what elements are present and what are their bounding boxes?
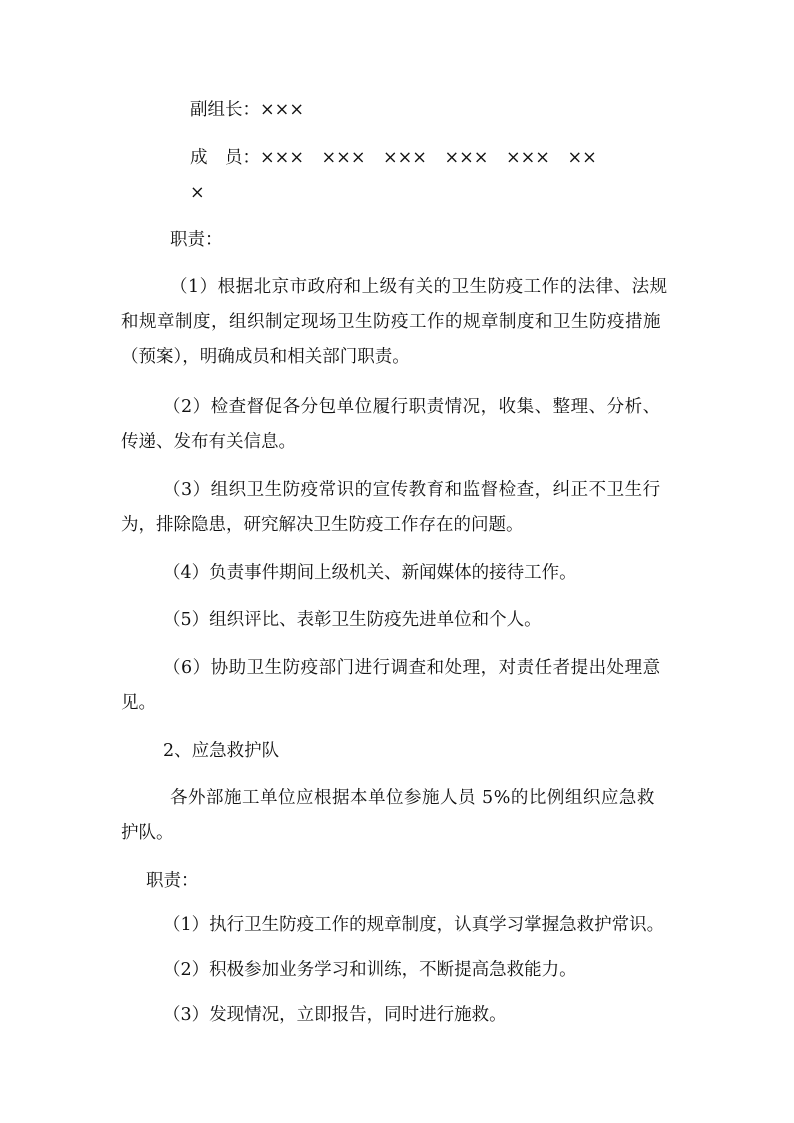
duty-2-line-1: （2）检查督促各分包单位履行职责情况，收集、整理、分析、 xyxy=(163,397,661,417)
team-duty-1-line: （1）执行卫生防疫工作的规章制度，认真学习掌握急救护常识。 xyxy=(163,915,665,935)
team-para-line-1: 各外部施工单位应根据本单位参施人员 5%的比例组织应急救 xyxy=(170,788,655,808)
duty-3-line-2: 为，排除隐患，研究解决卫生防疫工作存在的问题。 xyxy=(121,515,524,535)
duty-1-line-1: （1）根据北京市政府和上级有关的卫生防疫工作的法律、法规 xyxy=(170,277,668,297)
section-heading-emergency-team: 2、应急救护队 xyxy=(163,741,280,761)
duty-6-line-2: 见。 xyxy=(121,693,156,713)
duty-1-line-3: （预案），明确成员和相关部门职责。 xyxy=(121,347,410,367)
duties-heading-1: 职责： xyxy=(170,230,223,250)
duty-2-line-2: 传递、发布有关信息。 xyxy=(121,432,296,452)
duty-6-line-1: （6）协助卫生防疫部门进行调查和处理，对责任者提出处理意 xyxy=(163,658,661,678)
duties-heading-2: 职责： xyxy=(146,871,199,891)
deputy-leader-line: 副组长：××× xyxy=(190,100,304,120)
team-para-line-2: 护队。 xyxy=(121,823,174,843)
members-line: 成 员：××× ××× ××× ××× ××× ×× xyxy=(190,148,597,168)
duty-5-line: （5）组织评比、表彰卫生防疫先进单位和个人。 xyxy=(163,610,542,630)
duty-3-line-1: （3）组织卫生防疫常识的宣传教育和监督检查，纠正不卫生行 xyxy=(163,480,661,500)
team-duty-3-line: （3）发现情况，立即报告，同时进行施救。 xyxy=(163,1005,507,1025)
duty-1-line-2: 和规章制度，组织制定现场卫生防疫工作的规章制度和卫生防疫措施 xyxy=(121,312,661,332)
team-duty-2-line: （2）积极参加业务学习和训练，不断提高急救能力。 xyxy=(163,960,577,980)
duty-4-line: （4）负责事件期间上级机关、新闻媒体的接待工作。 xyxy=(163,563,577,583)
members-line-cont: × xyxy=(190,183,205,203)
